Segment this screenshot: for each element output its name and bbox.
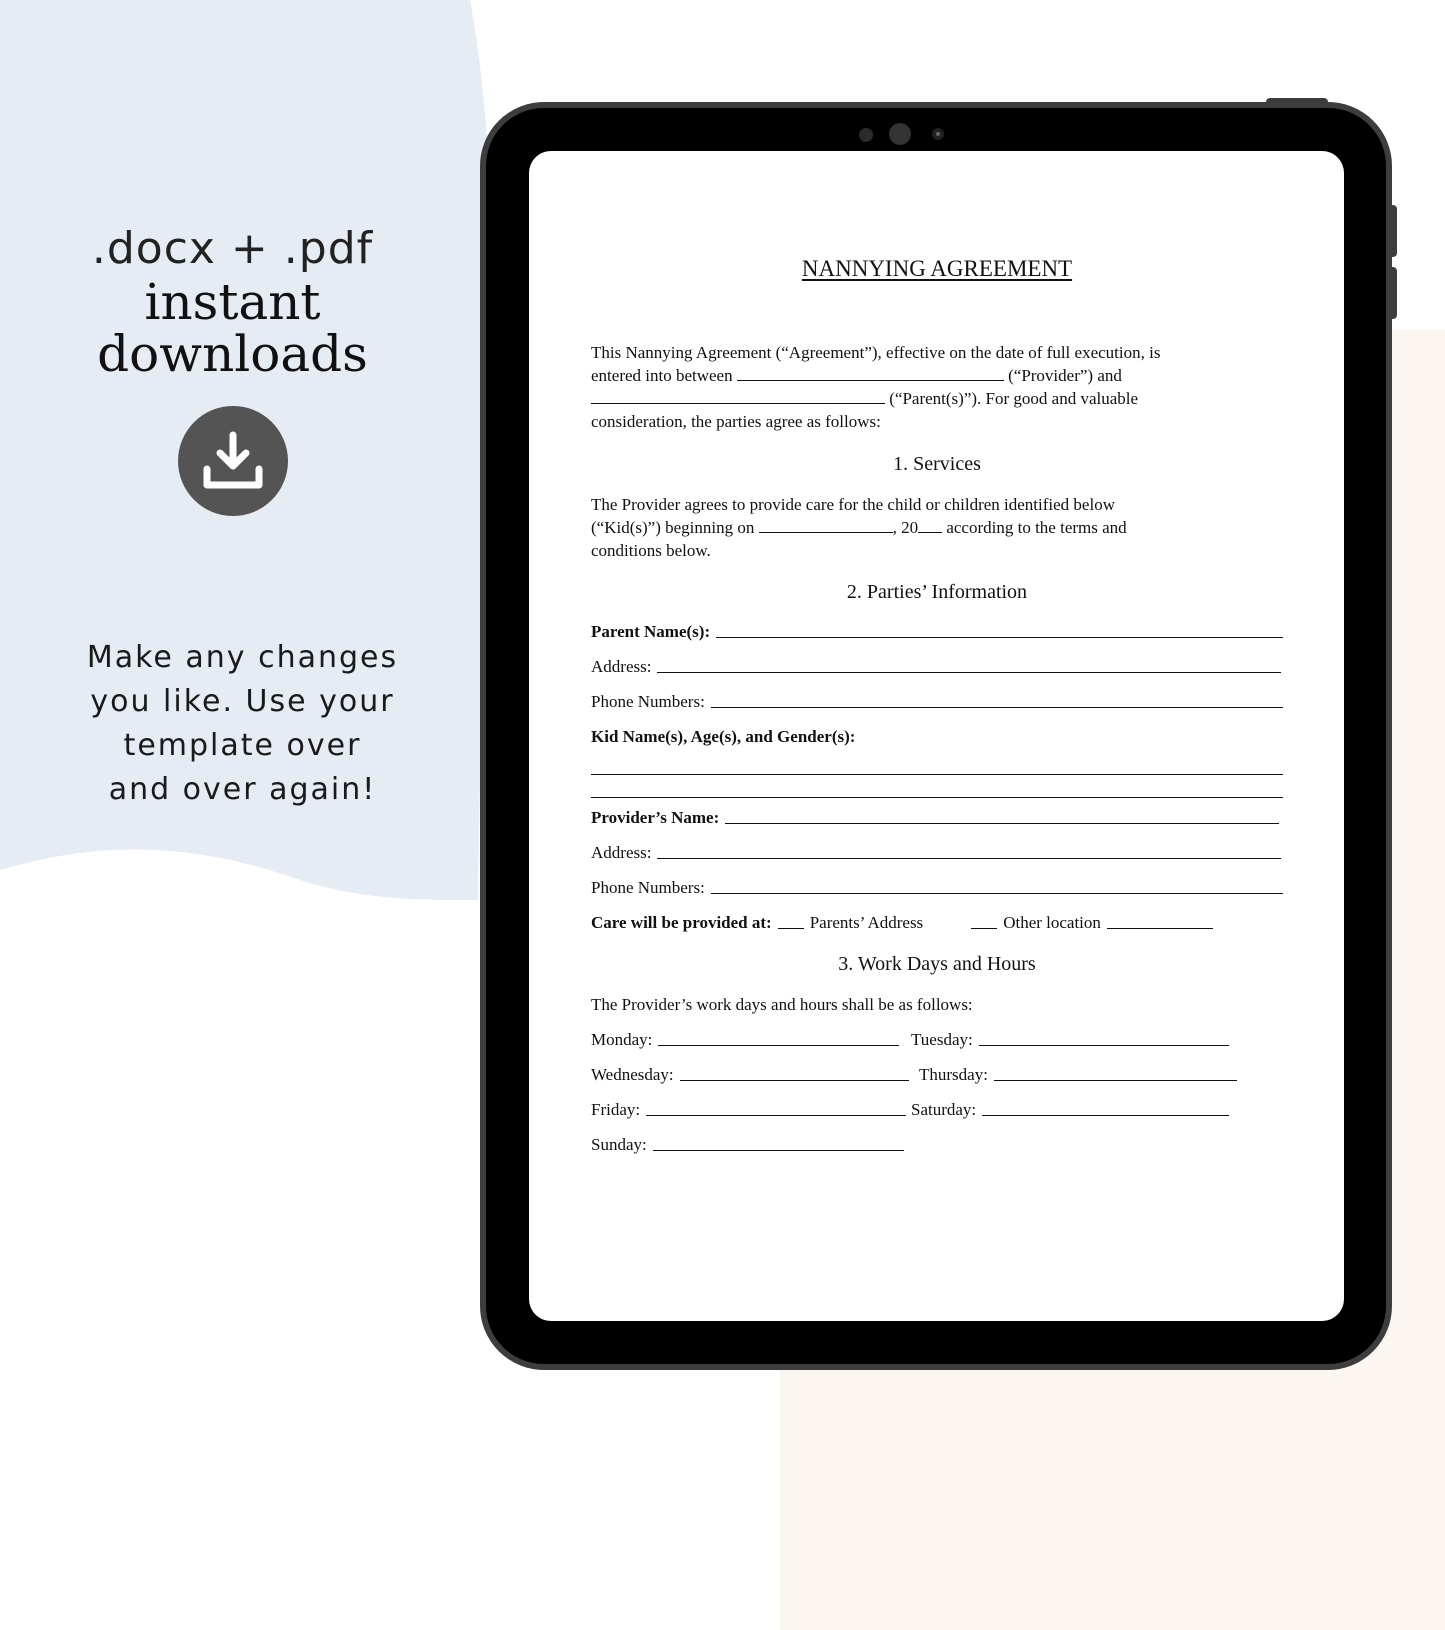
section-workdays-heading: 3. Work Days and Hours bbox=[838, 953, 1036, 975]
tuesday-row bbox=[911, 1026, 1229, 1050]
provider-phone-label: Phone Numbers: bbox=[591, 878, 705, 897]
parents-address-checkbox[interactable] bbox=[778, 914, 804, 929]
other-location-field[interactable] bbox=[1107, 914, 1213, 929]
tablet-frame bbox=[480, 102, 1392, 1370]
thursday-field[interactable] bbox=[994, 1080, 1237, 1081]
start-date-blank[interactable] bbox=[759, 518, 893, 533]
intro-line: consideration, the parties agree as follows: bbox=[591, 412, 881, 431]
wednesday-field[interactable] bbox=[680, 1080, 909, 1081]
parent-blank[interactable] bbox=[591, 389, 885, 404]
saturday-field[interactable] bbox=[982, 1115, 1229, 1116]
saturday-row bbox=[911, 1096, 1229, 1120]
monday-label: Monday: bbox=[591, 1030, 653, 1049]
intro-paragraph bbox=[591, 341, 1283, 433]
friday-label: Friday: bbox=[591, 1100, 641, 1119]
provider-blank[interactable] bbox=[737, 366, 1004, 381]
other-location-checkbox[interactable] bbox=[971, 914, 997, 929]
download-button[interactable] bbox=[178, 406, 288, 516]
parent-address-label: Address: bbox=[591, 657, 652, 676]
kids-field-line2[interactable] bbox=[591, 797, 1283, 798]
care-location-label: Care will be provided at: bbox=[591, 913, 772, 932]
camera-flash bbox=[932, 128, 944, 140]
intro-line: entered into between (“Provider”) and bbox=[591, 366, 1122, 385]
camera-sensor bbox=[859, 128, 873, 142]
care-location-row bbox=[591, 909, 1283, 933]
provider-phone-row bbox=[591, 874, 1283, 898]
provider-phone-field[interactable] bbox=[711, 893, 1283, 894]
services-line: (“Kid(s)”) beginning on , 20 according to the terms and bbox=[591, 518, 1127, 537]
file-formats-label: .docx + .pdf bbox=[91, 223, 374, 274]
intro-line: This Nannying Agreement (“Agreement”), effective on the date of full execution, is bbox=[591, 343, 1161, 362]
provider-address-row bbox=[591, 839, 1281, 863]
sunday-field[interactable] bbox=[653, 1150, 904, 1151]
note-line: and over again! bbox=[108, 772, 377, 807]
tuesday-label: Tuesday: bbox=[911, 1030, 973, 1049]
provider-address-label: Address: bbox=[591, 843, 652, 862]
sunday-row bbox=[591, 1131, 904, 1155]
section-services-heading: 1. Services bbox=[893, 453, 981, 475]
thursday-label: Thursday: bbox=[919, 1065, 988, 1084]
kids-label: Kid Name(s), Age(s), and Gender(s): bbox=[591, 727, 856, 746]
parent-phone-field[interactable] bbox=[711, 707, 1283, 708]
tablet-screen bbox=[529, 151, 1344, 1321]
parent-name-field[interactable] bbox=[716, 637, 1283, 638]
provider-name-field[interactable] bbox=[725, 823, 1279, 824]
tuesday-field[interactable] bbox=[979, 1045, 1229, 1046]
kids-row bbox=[591, 723, 1283, 747]
provider-address-field[interactable] bbox=[657, 858, 1281, 859]
provider-name-row bbox=[591, 804, 1279, 828]
services-line: The Provider agrees to provide care for the child or children identified below bbox=[591, 495, 1115, 514]
friday-field[interactable] bbox=[646, 1115, 906, 1116]
thursday-row bbox=[919, 1061, 1237, 1085]
sunday-label: Sunday: bbox=[591, 1135, 647, 1154]
monday-field[interactable] bbox=[658, 1045, 899, 1046]
parent-name-row bbox=[591, 618, 1283, 642]
camera-lens bbox=[889, 123, 911, 145]
downloads-label: downloads bbox=[97, 325, 368, 383]
parents-address-option: Parents’ Address bbox=[809, 913, 924, 932]
monday-row bbox=[591, 1026, 899, 1050]
services-line: conditions below. bbox=[591, 541, 711, 560]
intro-line: (“Parent(s)”). For good and valuable bbox=[591, 387, 1283, 410]
wednesday-row bbox=[591, 1061, 909, 1085]
provider-name-label: Provider’s Name: bbox=[591, 808, 720, 827]
year-blank[interactable] bbox=[918, 518, 942, 533]
note-line: you like. Use your bbox=[90, 684, 395, 719]
section-parties-heading: 2. Parties’ Information bbox=[846, 581, 1028, 603]
parent-address-field[interactable] bbox=[657, 672, 1281, 673]
instant-label: instant bbox=[144, 273, 321, 331]
download-icon bbox=[201, 431, 265, 491]
parent-phone-row bbox=[591, 688, 1283, 712]
kids-field-line1[interactable] bbox=[591, 774, 1283, 775]
promo-heading bbox=[40, 222, 425, 516]
promo-note bbox=[40, 636, 445, 812]
wednesday-label: Wednesday: bbox=[591, 1065, 674, 1084]
note-line: Make any changes bbox=[86, 640, 399, 675]
workdays-intro: The Provider’s work days and hours shall be as follows: bbox=[591, 995, 973, 1014]
other-location-option: Other location bbox=[1003, 913, 1101, 932]
note-line: template over bbox=[123, 728, 362, 763]
document-title: NANNYING AGREEMENT bbox=[801, 256, 1073, 281]
services-paragraph bbox=[591, 493, 1283, 562]
saturday-label: Saturday: bbox=[911, 1100, 977, 1119]
friday-row bbox=[591, 1096, 906, 1120]
parent-name-label: Parent Name(s): bbox=[591, 622, 711, 641]
parent-phone-label: Phone Numbers: bbox=[591, 692, 705, 711]
parent-address-row bbox=[591, 653, 1281, 677]
